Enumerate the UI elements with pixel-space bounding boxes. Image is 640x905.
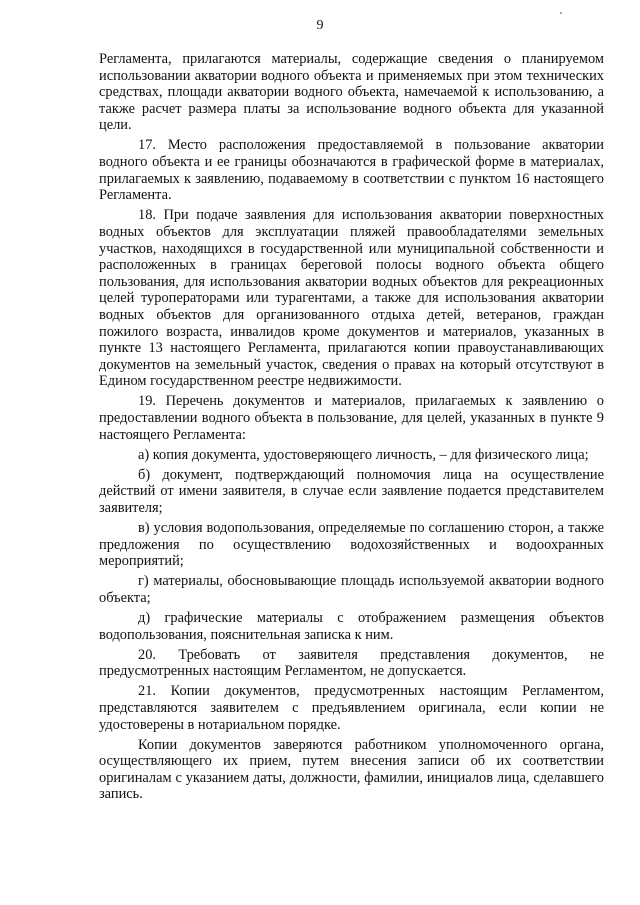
document-body: [99, 51, 604, 807]
list-item-19-g: г) материалы, обосновывающие площадь используемой акватории водного объекта;: [99, 573, 604, 606]
list-item-19-v: в) условия водопользования, определяемые по соглашению сторон, а также предложения по осуществлению водохозяйственных и водоохранных мероприятий;: [99, 520, 604, 570]
paragraph-21: 21. Копии документов, предусмотренных настоящим Регламентом, представляются заявителем с предъявлением оригинала, если копии не удостоверены в нотариальном порядке.: [99, 683, 604, 733]
paragraph-17: 17. Место расположения предоставляемой в пользование акватории водного объекта и ее границы обозначаются в графической форме в материалах, прилагаемых к заявлению, подаваемому в соответствии с пунктом 16 настоящего Регламента.: [99, 137, 604, 204]
list-item-19-a: а) копия документа, удостоверяющего личность, – для физического лица;: [138, 446, 589, 463]
list-item-19-d: д) графические материалы с отображением размещения объектов водопользования, пояснительная записка к ним.: [99, 610, 604, 643]
paragraph-21-certification: Копии документов заверяются работником уполномоченного органа, осуществляющего их прием, путем внесения записи об их соответствии оригиналам с указанием даты, должности, фамилии, инициалов лица, сделавшего запись.: [99, 736, 604, 803]
paragraph-20: 20. Требовать от заявителя представления документов, не предусмотренных настоящим Регламентом, не допускается.: [99, 646, 604, 680]
list-item-19-b: б) документ, подтверждающий полномочия лица на осуществление действий от имени заявителя, в случае если заявление подается представителем заявителя;: [99, 466, 604, 516]
scan-speck: [560, 12, 562, 14]
paragraph-19: 19. Перечень документов и материалов, прилагаемых к заявлению о предоставлении водного объекта в пользование, для целей, указанных в пункте 9 настоящего Регламента:: [99, 393, 604, 443]
page-number: 9: [316, 18, 324, 33]
paragraph-18: 18. При подаче заявления для использования акватории поверхностных водных объектов для эксплуатации пляжей правообладателями земельных участков, находящихся в государственной или муниципальной собственности и расположенных в границах береговой полосы водного объекта общего пользования, для использования акватории водных объектов для рекреационных целей туроператорами или турагентами, а также для использования акватории водных объектов для организованного отдыха детей, ветеранов, граждан пожилого возраста, инвалидов кроме документов и материалов, указанных в пункте 13 настоящего Регламента, прилагаются копии правоустанавливающих документов на земельный участок, сведения о правах на который отсутствуют в Едином государственном реестре недвижимости.: [99, 207, 604, 390]
paragraph-continuation: Регламента, прилагаются материалы, содержащие сведения о планируемом использовании акватории водного объекта и применяемых при этом технических средствах, площади акватории водного объекта, намечаемой к использованию, а также расчет размера платы за использование водного объекта для указанной цели.: [99, 51, 604, 134]
